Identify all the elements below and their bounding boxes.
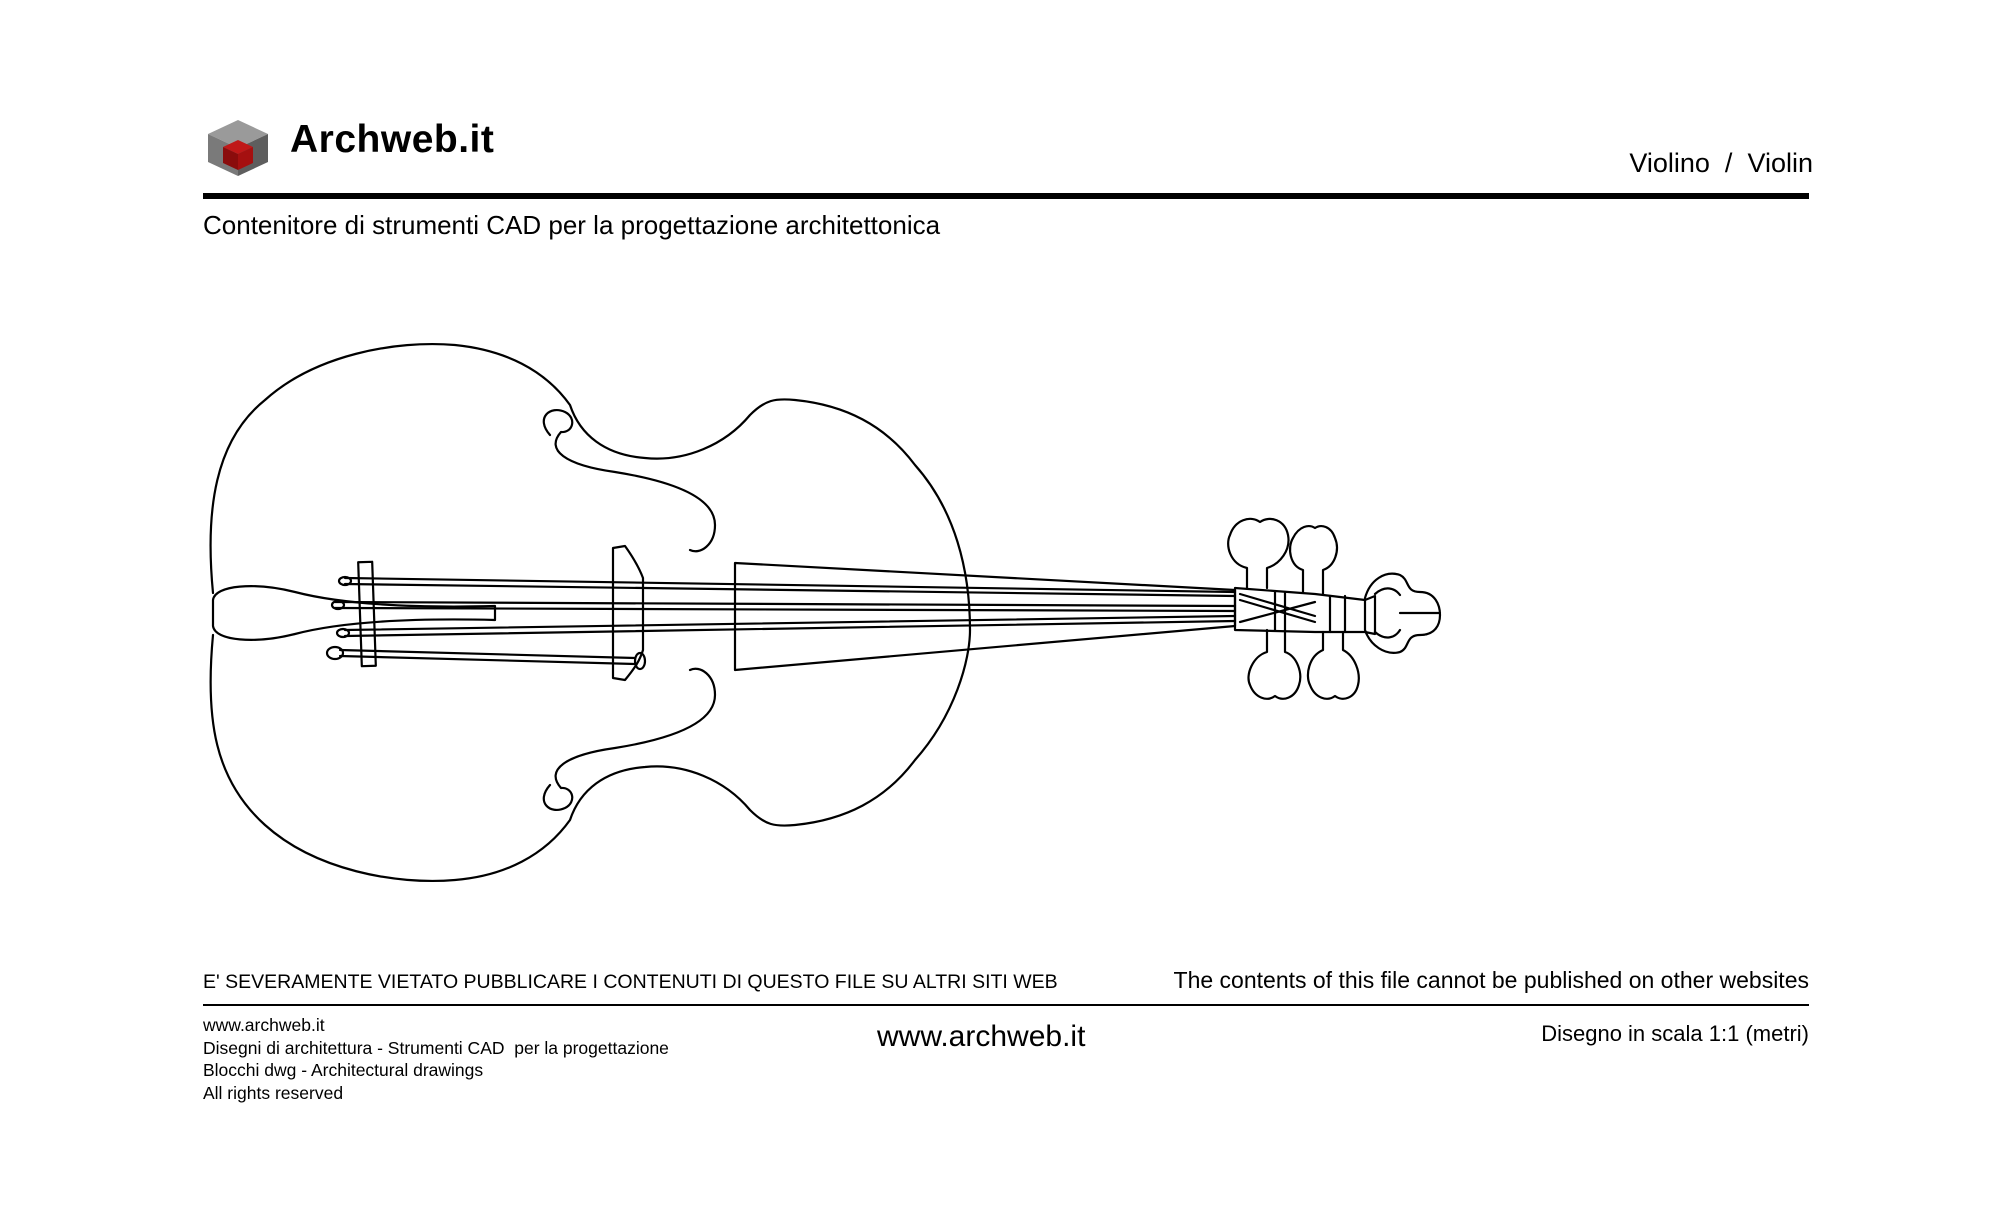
header-rule (203, 193, 1809, 199)
archweb-logo-icon (205, 118, 271, 178)
tailpiece (213, 586, 495, 640)
footer-rule (203, 1004, 1809, 1006)
title-italian: Violino (1629, 148, 1710, 178)
title-english: Violin (1747, 148, 1813, 178)
peg-bottom-1 (1249, 630, 1301, 699)
peg-bottom-2 (1308, 632, 1359, 699)
info-description: Disegni di architettura - Strumenti CAD per la progettazione (203, 1037, 669, 1058)
info-website[interactable]: www.archweb.it (203, 1015, 325, 1035)
page-subtitle: Contenitore di strumenti CAD per la progettazione architettonica (203, 210, 941, 240)
info-rights: All rights reserved (203, 1082, 344, 1103)
fine-tuner-3 (337, 629, 349, 637)
footer-info (203, 1014, 669, 1104)
footer-website-link[interactable]: www.archweb.it (877, 1020, 1086, 1053)
brand-name: Archweb.it (290, 118, 495, 161)
title-separator: / (1724, 148, 1733, 178)
peg-top-2 (1290, 526, 1337, 594)
pegbox (1235, 588, 1375, 634)
peg-top-1 (1228, 519, 1288, 588)
bridge (613, 546, 643, 680)
warning-english: The contents of this file cannot be published on other websites (1173, 967, 1809, 993)
info-blocks: Blocchi dwg - Architectural drawings (203, 1060, 484, 1080)
violin-drawing (195, 330, 1795, 890)
drawing-scale: Disegno in scala 1:1 (metri) (1541, 1021, 1809, 1046)
string-2b (335, 608, 1235, 611)
warning-italian: E' SEVERAMENTE VIETATO PUBBLICARE I CONTENUTI DI QUESTO FILE SU ALTRI SITI WEB (203, 971, 1058, 993)
violin-lower-bout (211, 630, 970, 881)
f-hole-lower (544, 669, 715, 810)
drawing-title (1629, 150, 1813, 177)
fine-tuner-4 (327, 647, 343, 659)
f-hole-upper (544, 410, 715, 551)
